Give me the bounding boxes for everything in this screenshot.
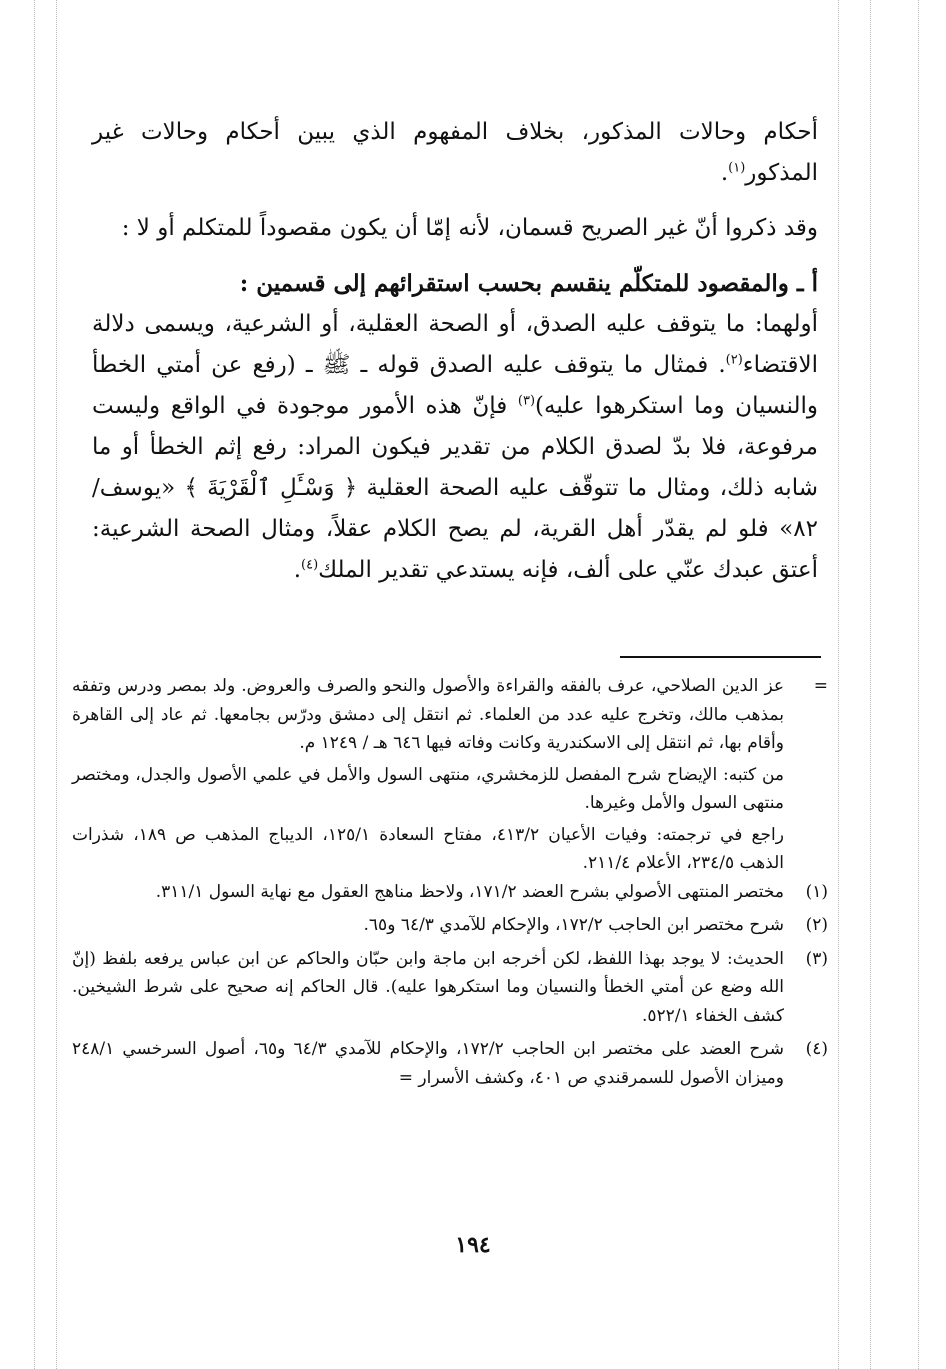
footnote-number: (٣): [805, 948, 828, 969]
footnote-text: الحديث: لا يوجد بهذا اللفظ، لكن أخرجه ابن ماجة وابن حبّان والحاكم عن ابن عباس يرفعه بلفظ (إنّ الله وضع عن أمتي الخطأ والنسيان وما استكرهوا عليه). قال الحاكم إنه صحيح على شرط الشيخين. كشف الخفاء ٥٢٢/١.: [72, 948, 785, 1026]
main-text: [92, 112, 818, 591]
footnote-ref-1: (١): [728, 160, 746, 176]
footnote-text: مختصر المنتهى الأصولي بشرح العضد ١٧١/٢، ولاحظ مناهج العقول مع نهاية السول ٣١١/١.: [155, 881, 784, 902]
footnote-number: (١): [805, 881, 828, 902]
continuation-mark: =: [813, 676, 828, 696]
page-number: ١٩٤: [455, 1232, 491, 1258]
paragraph-text: أحكام وحالات المذكور، بخلاف المفهوم الذي يبين أحكام وحالات غير المذكور: [92, 119, 818, 186]
footnote-separator: [620, 656, 821, 658]
footnotes: [72, 672, 828, 1092]
footnote-text: شرح مختصر ابن الحاجب ١٧٢/٢، والإحكام للآمدي ٦٤/٣ و٦٥.: [363, 915, 784, 935]
footnote-4: [72, 1035, 828, 1092]
footnote-text: عز الدين الصلاحي، عرف بالفقه والقراءة والأصول والنحو والصرف والعروض. ولد بمصر ودرس وتفقه بمذهب مالك، وتخرج عليه عدد من العلماء. ثم انتقل إلى دمشق ودرّس بجامعها. ثم عاد إلى القاهرة وأقام بها، ثم انتقل إلى الاسكندرية وكانت وفاته فيها ٦٤٦ هـ / ١٢٤٩ م.: [72, 676, 784, 753]
section-heading: أ ـ والمقصود للمتكلّم ينقسم بحسب استقرائهم إلى قسمين :: [239, 270, 818, 297]
footnote-ref-4: (٤): [301, 557, 319, 573]
footnote-continued: [72, 672, 828, 758]
punctuation: .: [293, 557, 301, 583]
scan-guide-line: [870, 0, 871, 1369]
footnote-2: [72, 911, 828, 940]
scan-guide-line: [56, 0, 57, 1369]
punctuation: .: [720, 160, 729, 186]
footnote-text: شرح العضد على مختصر ابن الحاجب ١٧٢/٢، والإحكام للآمدي ٦٤/٣ و٦٥، أصول السرخسي ٢٤٨/١ وميزان الأصول للسمرقندي ص ٤٠١، وكشف الأسرار =: [72, 1039, 784, 1088]
paragraph-first-type: [92, 304, 818, 591]
footnote-ref-2: (٢): [725, 352, 743, 368]
footnote-3: [72, 945, 828, 1031]
footnote-1: [72, 878, 828, 907]
scan-guide-line: [34, 0, 35, 1369]
paragraph-continuation: [92, 112, 818, 194]
footnote-ref-3: (٣): [517, 393, 536, 409]
scan-guide-line: [918, 0, 919, 1369]
scan-guide-line: [838, 0, 839, 1369]
footnote-number: (٤): [805, 1039, 828, 1059]
paragraph-text: فإنّ هذه الأمور موجودة في الواقع وليست مرفوعة، فلا بدّ لصدق الكلام من تقدير فيكون المراد: رفع إثم الخطأ أو ما شابه ذلك، ومثال ما تتوقّف عليه الصحة العقلية ﴿ وَسْـَٔلِ ٱلْقَرْيَةَ ﴾ «يوسف/٨٢» فلو لم يقدّر أهل القرية، لم يصح الكلام عقلاً، ومثال الصحة الشرعية: أعتق عبدك عنّي على ألف، فإنه يستدعي تقدير الملك: [92, 393, 818, 583]
footnote-text: من كتبه: الإيضاح شرح المفصل للزمخشري، منتهى السول والأمل في علمي الأصول والجدل، ومختصر منتهى السول والأمل وغيرها.: [72, 764, 784, 813]
paragraph-text: . فمثال ما يتوقف عليه الصدق قوله ـ ﷺ ـ (رفع عن أمتي الخطأ والنسيان وما استكرهوا عليه): [92, 352, 818, 419]
paragraph-text: أولهما: ما يتوقف عليه الصدق، أو الصحة العقلية، أو الشرعية، ويسمى دلالة الاقتضاء: [92, 311, 818, 378]
footnote-number: (٢): [805, 915, 828, 935]
paragraph-divisions: وقد ذكروا أنّ غير الصريح قسمان، لأنه إمّا أن يكون مقصوداً للمتكلم أو لا :: [121, 215, 818, 241]
footnote-text: راجع في ترجمته: وفيات الأعيان ٤١٣/٢، مفتاح السعادة ١٢٥/١، الديباج المذهب ص ١٨٩، شذرات الذهب ٢٣٤/٥، الأعلام ٢١١/٤.: [72, 824, 784, 873]
